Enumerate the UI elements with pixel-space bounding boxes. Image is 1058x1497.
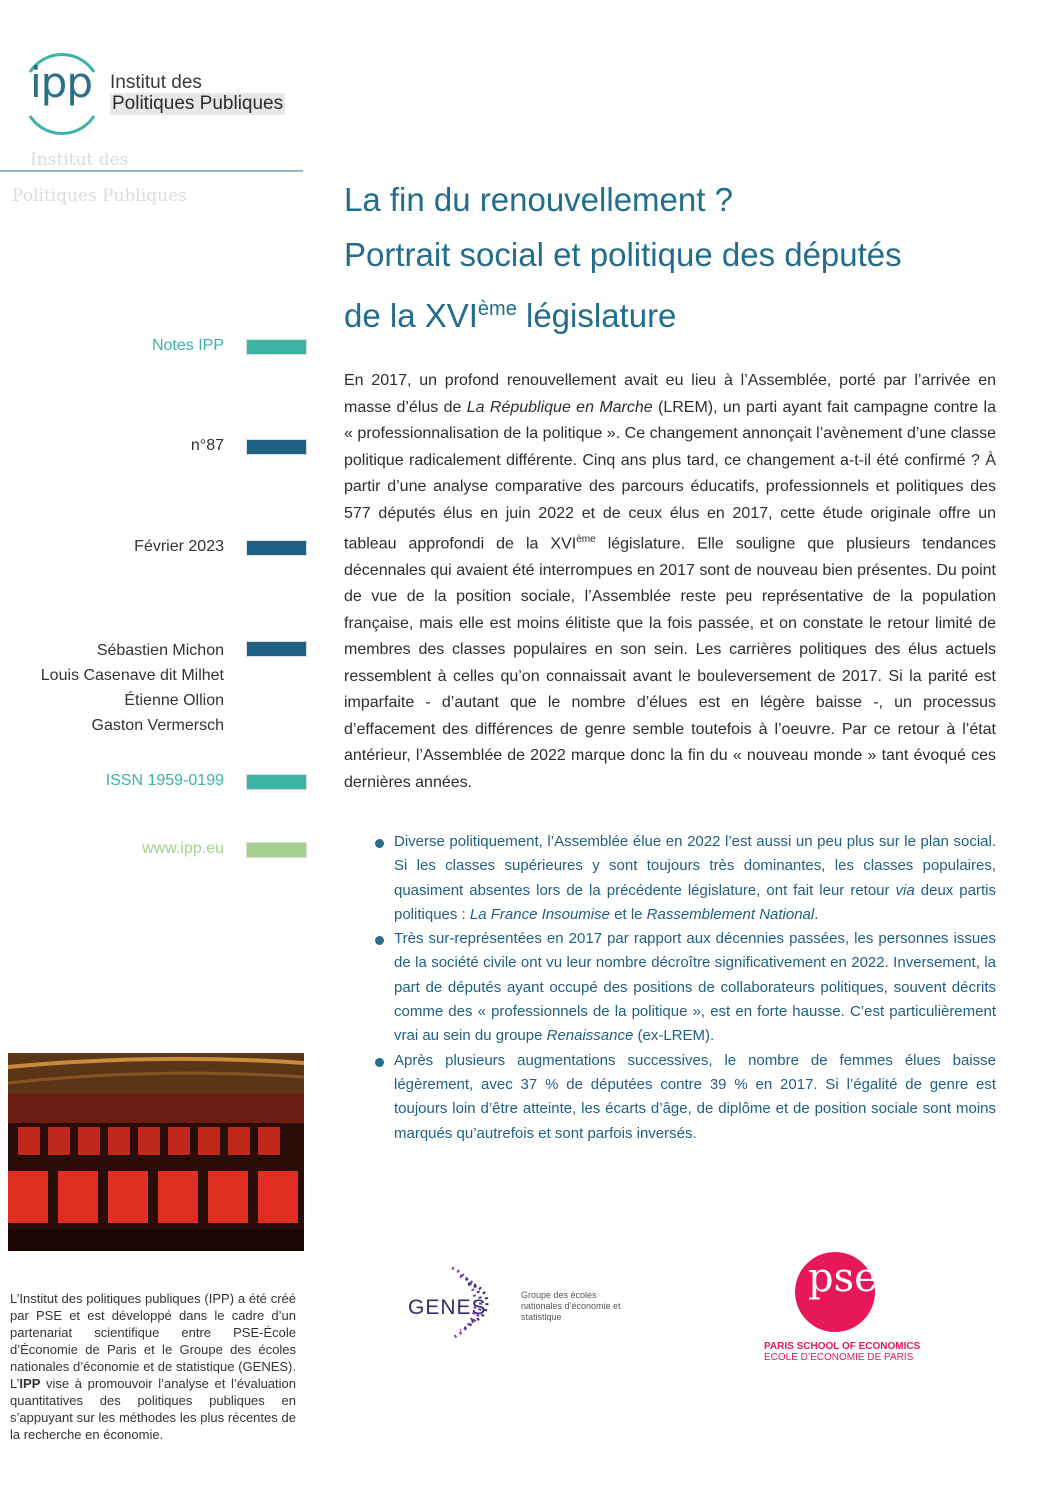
page-title — [344, 172, 1024, 343]
logo-name-line1: Institut des — [110, 72, 202, 93]
issn-bar — [246, 774, 307, 790]
publication-date: Février 2023 — [134, 538, 224, 555]
pse-logo-letters: pse — [808, 1255, 878, 1301]
website-bar — [246, 842, 307, 858]
author: Gaston Vermersch — [91, 717, 224, 734]
ipp-logo: ipp — [30, 58, 92, 107]
authors — [41, 638, 224, 738]
key-point: Après plusieurs augmentations successives, le nombre de femmes élues baisse légèrement, avec 37 % de députées contre 39 % en 2017. Si l’égalité de genre est toujours loin d’être atteinte, les écarts d’âge, de diplôme et de position sociale sont moins marqués qu’autrefois et sont parfois inversés. — [374, 1049, 996, 1146]
abstract: En 2017, un profond renouvellement avait eu lieu à l’Assemblée, porté par l’arrivée en masse d’élus de La République en Marche (LREM), un parti ayant fait campagne contre la « professionnalisation de la politique ». Ce changement annonçait l’avènement d’une classe politique radicalement différente. Cinq ans plus tard, ce changement a-t-il été confirmé ? À partir d’une analyse comparative des parcours éducatifs, professionnels et politiques des 577 députés élus en juin 2022 et de ceux élus en 2017, cette étude originale offre un tableau approfondi de la XVIème législature. Elle souligne que plusieurs tendances décennales qui avaient été interrompues en 2017 sont de nouveau bien présentes. Du point de vue de la position sociale, l’Assemblée reste peu représentative de la population française, mais elle est moins élitiste que la fois passée, et on constate le retour limité de membres des classes populaires en son sein. Les carrières politiques des élus actuels ressemblent à celles qu’on connaissait avant le bouleversement de 2017. Si la parité est imparfaite - d’autant que le nombre d’élues est en légère baisse -, un processus d’effacement des différences de genre semble toutefois à l’oeuvre. Par ce retour à l’état antérieur, l’Assemblée de 2022 marque donc la fin du « nouveau monde » tant évoqué ces dernières années. — [344, 372, 996, 791]
authors-bar — [246, 641, 307, 657]
website-link[interactable]: www.ipp.eu — [142, 840, 224, 857]
about-ipp: L’Institut des politiques publiques (IPP) a été créé par PSE et est développé dans le cadre d’un partenariat scientifique entre PSE-École d’Économie de Paris et le Groupe des écoles nationales d’économie et de statistique (GENES). L’IPP vise à promouvoir l’analyse et l’évaluation quantitatives des politiques publiques en s’appuyant sur les méthodes les plus récentes de la recherche en économie. — [10, 1291, 296, 1442]
issn: ISSN 1959-0199 — [105, 772, 224, 789]
ghost-text-2: Politiques Publiques — [12, 186, 187, 206]
pse-name: PARIS SCHOOL OF ECONOMICS — [764, 1341, 921, 1352]
issue-number: n°87 — [190, 437, 224, 454]
key-points — [374, 830, 996, 1146]
pse-name-fr: ECOLE D’ECONOMIE DE PARIS — [764, 1352, 914, 1363]
number-bar — [246, 439, 307, 455]
author: Sébastien Michon — [96, 642, 224, 659]
assembly-seats-photo — [8, 1053, 304, 1251]
author: Louis Casenave dit Milhet — [40, 667, 224, 684]
ghost-text-1: Institut des — [30, 150, 129, 170]
title-line1: La fin du renouvellement ? — [344, 181, 733, 218]
date-bar — [246, 540, 307, 556]
author: Étienne Ollion — [124, 692, 224, 709]
key-point: Très sur-représentées en 2017 par rapport aux décennies passées, les personnes issues de la société civile ont vu leur nombre décroître significativement en 2022. Inversement, la part de députés ayant occupé des positions de collaborateurs politiques, souvent décrits comme des « professionnels de la politique », est en forte hausse. C’est particulièrement vrai au sein du groupe Renaissance (ex-LREM). — [374, 927, 996, 1048]
genes-logo: GENES — [408, 1296, 487, 1319]
title-line3: de la XVIème législature — [344, 297, 677, 334]
series-label: Notes IPP — [151, 337, 224, 354]
genes-subtitle: Groupe des écoles nationales d’économie et statistique — [521, 1290, 621, 1322]
header-rule — [0, 170, 303, 172]
series-bar — [246, 339, 307, 355]
key-point: Diverse politiquement, l’Assemblée élue en 2022 l’est aussi un peu plus sur le plan social. Si les classes supérieures y sont toujours très dominantes, les classes populaires, quasiment absentes lors de la précédente législature, ont fait leur retour via deux partis politiques : La France Insoumise et le Rassemblement National. — [374, 830, 996, 927]
title-line2: Portrait social et politique des députés — [344, 236, 902, 273]
logo-name-line2: Politiques Publiques — [112, 93, 284, 114]
